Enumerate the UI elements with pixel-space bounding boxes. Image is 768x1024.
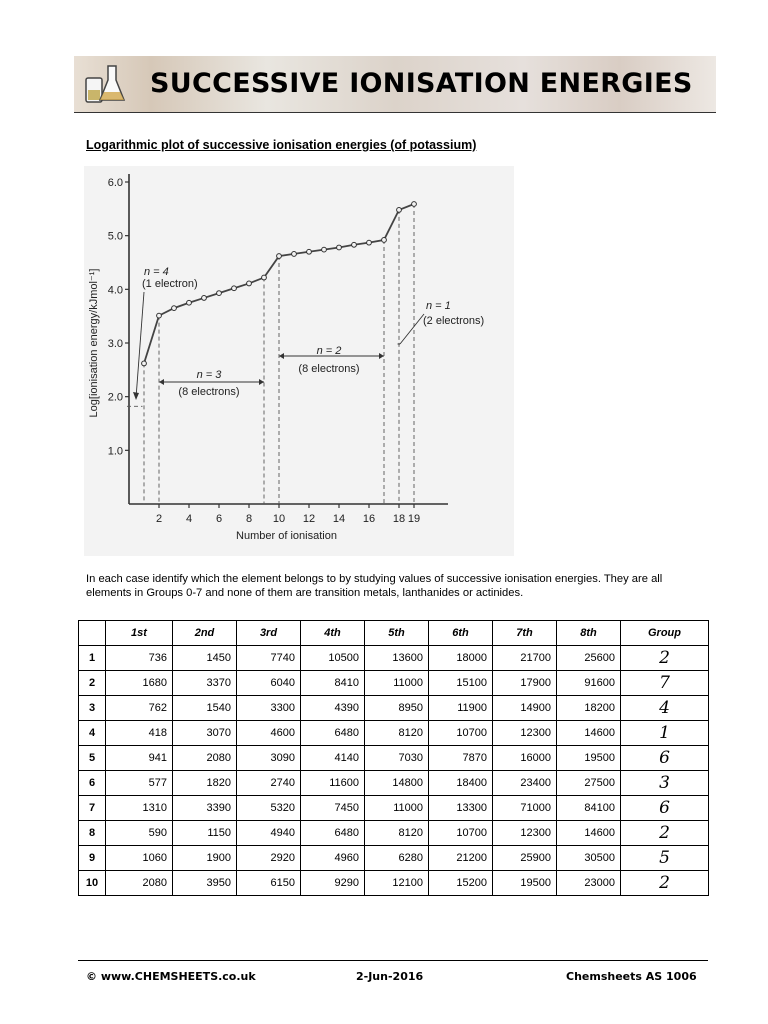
ionisation-value: 6480 — [301, 821, 365, 846]
data-point — [232, 286, 237, 291]
table-row — [79, 821, 709, 846]
ionisation-value: 11600 — [301, 771, 365, 796]
ionisation-value: 1540 — [173, 696, 237, 721]
ionisation-value: 6480 — [301, 721, 365, 746]
ionisation-value: 11000 — [365, 796, 429, 821]
table-row — [79, 646, 709, 671]
arrow-head — [159, 379, 164, 385]
row-number: 7 — [79, 796, 106, 821]
ionisation-value: 1680 — [106, 671, 173, 696]
intro-text: In each case identify which the element belongs to by studying values of successive ionisation energies. They are all elements in Groups 0-7 and none of them are transition metals, lanthanides or actinides. — [86, 573, 663, 599]
ionisation-value: 8410 — [301, 671, 365, 696]
ionisation-value: 25600 — [557, 646, 621, 671]
ionisation-value: 25900 — [493, 846, 557, 871]
ionisation-value: 30500 — [557, 846, 621, 871]
y-tick-label: 6.0 — [107, 177, 123, 189]
arrow-head — [379, 353, 384, 359]
lab-glassware-icon — [82, 62, 130, 106]
ionisation-value: 10700 — [429, 821, 493, 846]
ionisation-value: 7740 — [237, 646, 301, 671]
row-number: 8 — [79, 821, 106, 846]
ionisation-value: 4390 — [301, 696, 365, 721]
group-answer: 3 — [621, 771, 709, 796]
y-tick-label: 5.0 — [107, 230, 123, 243]
x-tick-label: 18 — [392, 513, 406, 525]
table-row — [79, 796, 709, 821]
group-answer: 2 — [621, 821, 709, 846]
header-banner — [74, 56, 716, 113]
x-tick-label: 8 — [245, 513, 253, 525]
data-point — [172, 306, 177, 311]
table-row — [79, 871, 709, 896]
data-point — [247, 281, 252, 286]
ionisation-value: 2080 — [173, 746, 237, 771]
ionisation-value: 84100 — [557, 796, 621, 821]
chart-annotation: (8 electrons) — [298, 363, 360, 375]
ionisation-value: 2080 — [106, 871, 173, 896]
ionisation-value: 23400 — [493, 771, 557, 796]
ionisation-value: 5320 — [237, 796, 301, 821]
header-1st: 1st — [106, 621, 173, 646]
ionisation-value: 19500 — [557, 746, 621, 771]
y-tick-label: 4.0 — [107, 284, 123, 297]
arrow-head — [133, 392, 139, 400]
group-answer: 7 — [621, 671, 709, 696]
ionisation-value: 15200 — [429, 871, 493, 896]
ionisation-value: 6150 — [237, 871, 301, 896]
ionisation-value: 71000 — [493, 796, 557, 821]
data-point — [412, 202, 417, 207]
x-tick-label: 12 — [302, 513, 316, 525]
header-3rd: 3rd — [237, 621, 301, 646]
header-group: Group — [621, 621, 709, 646]
ionisation-value: 6040 — [237, 671, 301, 696]
row-number: 4 — [79, 721, 106, 746]
ionisation-value: 1820 — [173, 771, 237, 796]
chart-subtitle: Logarithmic plot of successive ionisation energies (of potassium) — [86, 138, 477, 152]
x-tick-label: 16 — [362, 513, 376, 525]
x-tick-label: 10 — [272, 513, 286, 525]
row-number: 2 — [79, 671, 106, 696]
ionisation-value: 3390 — [173, 796, 237, 821]
table-row — [79, 746, 709, 771]
ionisation-value: 23000 — [557, 871, 621, 896]
row-number: 1 — [79, 646, 106, 671]
ionisation-value: 7450 — [301, 796, 365, 821]
data-point — [307, 249, 312, 254]
ionisation-value: 12300 — [493, 821, 557, 846]
table-row — [79, 721, 709, 746]
chart-annotation: n = 4 — [144, 266, 169, 278]
ionisation-value: 3950 — [173, 871, 237, 896]
x-axis-label: Number of ionisation — [236, 530, 337, 542]
footer-sheet-id: Chemsheets AS 1006 — [566, 970, 697, 983]
header-row-num — [79, 621, 106, 646]
chart-annotation: (2 electrons) — [423, 315, 485, 327]
ionisation-value: 4600 — [237, 721, 301, 746]
ionisation-value: 590 — [106, 821, 173, 846]
ionisation-value: 7870 — [429, 746, 493, 771]
ionisation-value: 736 — [106, 646, 173, 671]
table-row — [79, 846, 709, 871]
ionisation-value: 14600 — [557, 721, 621, 746]
data-point — [322, 247, 327, 252]
data-point — [382, 238, 387, 243]
ionisation-value: 12300 — [493, 721, 557, 746]
ionisation-value: 3300 — [237, 696, 301, 721]
footer-divider — [78, 960, 708, 961]
x-tick-label: 4 — [185, 513, 193, 525]
data-point — [142, 361, 147, 366]
y-tick-label: 2.0 — [107, 391, 123, 404]
data-point — [397, 208, 402, 213]
ionisation-value: 17900 — [493, 671, 557, 696]
ionisation-value: 12100 — [365, 871, 429, 896]
ionisation-value: 15100 — [429, 671, 493, 696]
ionisation-value: 13300 — [429, 796, 493, 821]
ionisation-value: 8120 — [365, 821, 429, 846]
data-point — [277, 254, 282, 259]
group-answer: 6 — [621, 796, 709, 821]
arrow-head — [259, 379, 264, 385]
table-body — [79, 646, 709, 896]
ionisation-value: 9290 — [301, 871, 365, 896]
ionisation-value: 27500 — [557, 771, 621, 796]
row-number: 5 — [79, 746, 106, 771]
ionisation-value: 6280 — [365, 846, 429, 871]
y-tick-label: 3.0 — [107, 338, 123, 350]
table-header-row — [79, 621, 709, 646]
ionisation-value: 1060 — [106, 846, 173, 871]
chart-annotation: (8 electrons) — [178, 386, 240, 398]
ionisation-value: 19500 — [493, 871, 557, 896]
leader-line — [136, 292, 144, 398]
ionisation-value: 8950 — [365, 696, 429, 721]
ionisation-value: 577 — [106, 771, 173, 796]
ionisation-value: 4960 — [301, 846, 365, 871]
group-answer: 6 — [621, 746, 709, 771]
chart-annotation: n = 1 — [426, 300, 451, 312]
table-row — [79, 696, 709, 721]
ionisation-value: 3090 — [237, 746, 301, 771]
ionisation-chart — [84, 166, 514, 556]
page-title: SUCCESSIVE IONISATION ENERGIES — [150, 68, 693, 99]
data-point — [262, 275, 267, 280]
row-number: 9 — [79, 846, 106, 871]
data-point — [217, 291, 222, 296]
footer-date: 2-Jun-2016 — [356, 970, 424, 983]
ionisation-value: 8120 — [365, 721, 429, 746]
ionisation-table — [78, 620, 709, 896]
ionisation-value: 7030 — [365, 746, 429, 771]
data-point — [367, 240, 372, 245]
ionisation-value: 21700 — [493, 646, 557, 671]
ionisation-value: 14900 — [493, 696, 557, 721]
data-point — [157, 313, 162, 318]
ionisation-value: 16000 — [493, 746, 557, 771]
chart-annotation: n = 3 — [196, 369, 222, 381]
group-answer: 4 — [621, 696, 709, 721]
header-4th: 4th — [301, 621, 365, 646]
ionisation-value: 1310 — [106, 796, 173, 821]
row-number: 3 — [79, 696, 106, 721]
ionisation-value: 3370 — [173, 671, 237, 696]
chart-annotation: n = 2 — [316, 345, 342, 357]
row-number: 6 — [79, 771, 106, 796]
ionisation-value: 4140 — [301, 746, 365, 771]
group-answer: 5 — [621, 846, 709, 871]
table-row — [79, 771, 709, 796]
header-8th: 8th — [557, 621, 621, 646]
header-7th: 7th — [493, 621, 557, 646]
y-tick-label: 1.0 — [107, 445, 123, 458]
ionisation-value: 14800 — [365, 771, 429, 796]
data-point — [352, 242, 357, 247]
ionisation-value: 1900 — [173, 846, 237, 871]
data-point — [187, 300, 192, 305]
arrow-head — [279, 353, 284, 359]
ionisation-value: 2740 — [237, 771, 301, 796]
ionisation-value: 1150 — [173, 821, 237, 846]
ionisation-value: 13600 — [365, 646, 429, 671]
ionisation-value: 10500 — [301, 646, 365, 671]
ionisation-value: 1450 — [173, 646, 237, 671]
header-6th: 6th — [429, 621, 493, 646]
row-number: 10 — [79, 871, 106, 896]
ionisation-value: 941 — [106, 746, 173, 771]
group-answer: 2 — [621, 871, 709, 896]
table-row — [79, 671, 709, 696]
ionisation-value: 418 — [106, 721, 173, 746]
ionisation-value: 18000 — [429, 646, 493, 671]
y-axis-label: Log[ionisation energy/kJmol⁻¹] — [88, 268, 100, 418]
data-point — [292, 252, 297, 257]
ionisation-value: 18400 — [429, 771, 493, 796]
ionisation-value: 11000 — [365, 671, 429, 696]
ionisation-value: 18200 — [557, 696, 621, 721]
footer-website: © www.CHEMSHEETS.co.uk — [86, 970, 256, 983]
header-5th: 5th — [365, 621, 429, 646]
x-tick-label: 19 — [407, 513, 421, 525]
ionisation-value: 14600 — [557, 821, 621, 846]
ionisation-value: 2920 — [237, 846, 301, 871]
x-tick-label: 14 — [332, 513, 346, 525]
chart-annotation: (1 electron) — [142, 278, 198, 290]
leader-line — [400, 314, 424, 344]
ionisation-value: 11900 — [429, 696, 493, 721]
group-answer: 2 — [621, 646, 709, 671]
group-answer: 1 — [621, 721, 709, 746]
data-point — [337, 245, 342, 250]
x-tick-label: 2 — [155, 513, 163, 525]
data-point — [202, 296, 207, 301]
header-2nd: 2nd — [173, 621, 237, 646]
ionisation-value: 762 — [106, 696, 173, 721]
x-tick-label: 6 — [215, 513, 223, 525]
ionisation-value: 10700 — [429, 721, 493, 746]
chart-svg — [84, 166, 514, 556]
ionisation-value: 21200 — [429, 846, 493, 871]
ionisation-value: 4940 — [237, 821, 301, 846]
ionisation-value: 3070 — [173, 721, 237, 746]
ionisation-value: 91600 — [557, 671, 621, 696]
